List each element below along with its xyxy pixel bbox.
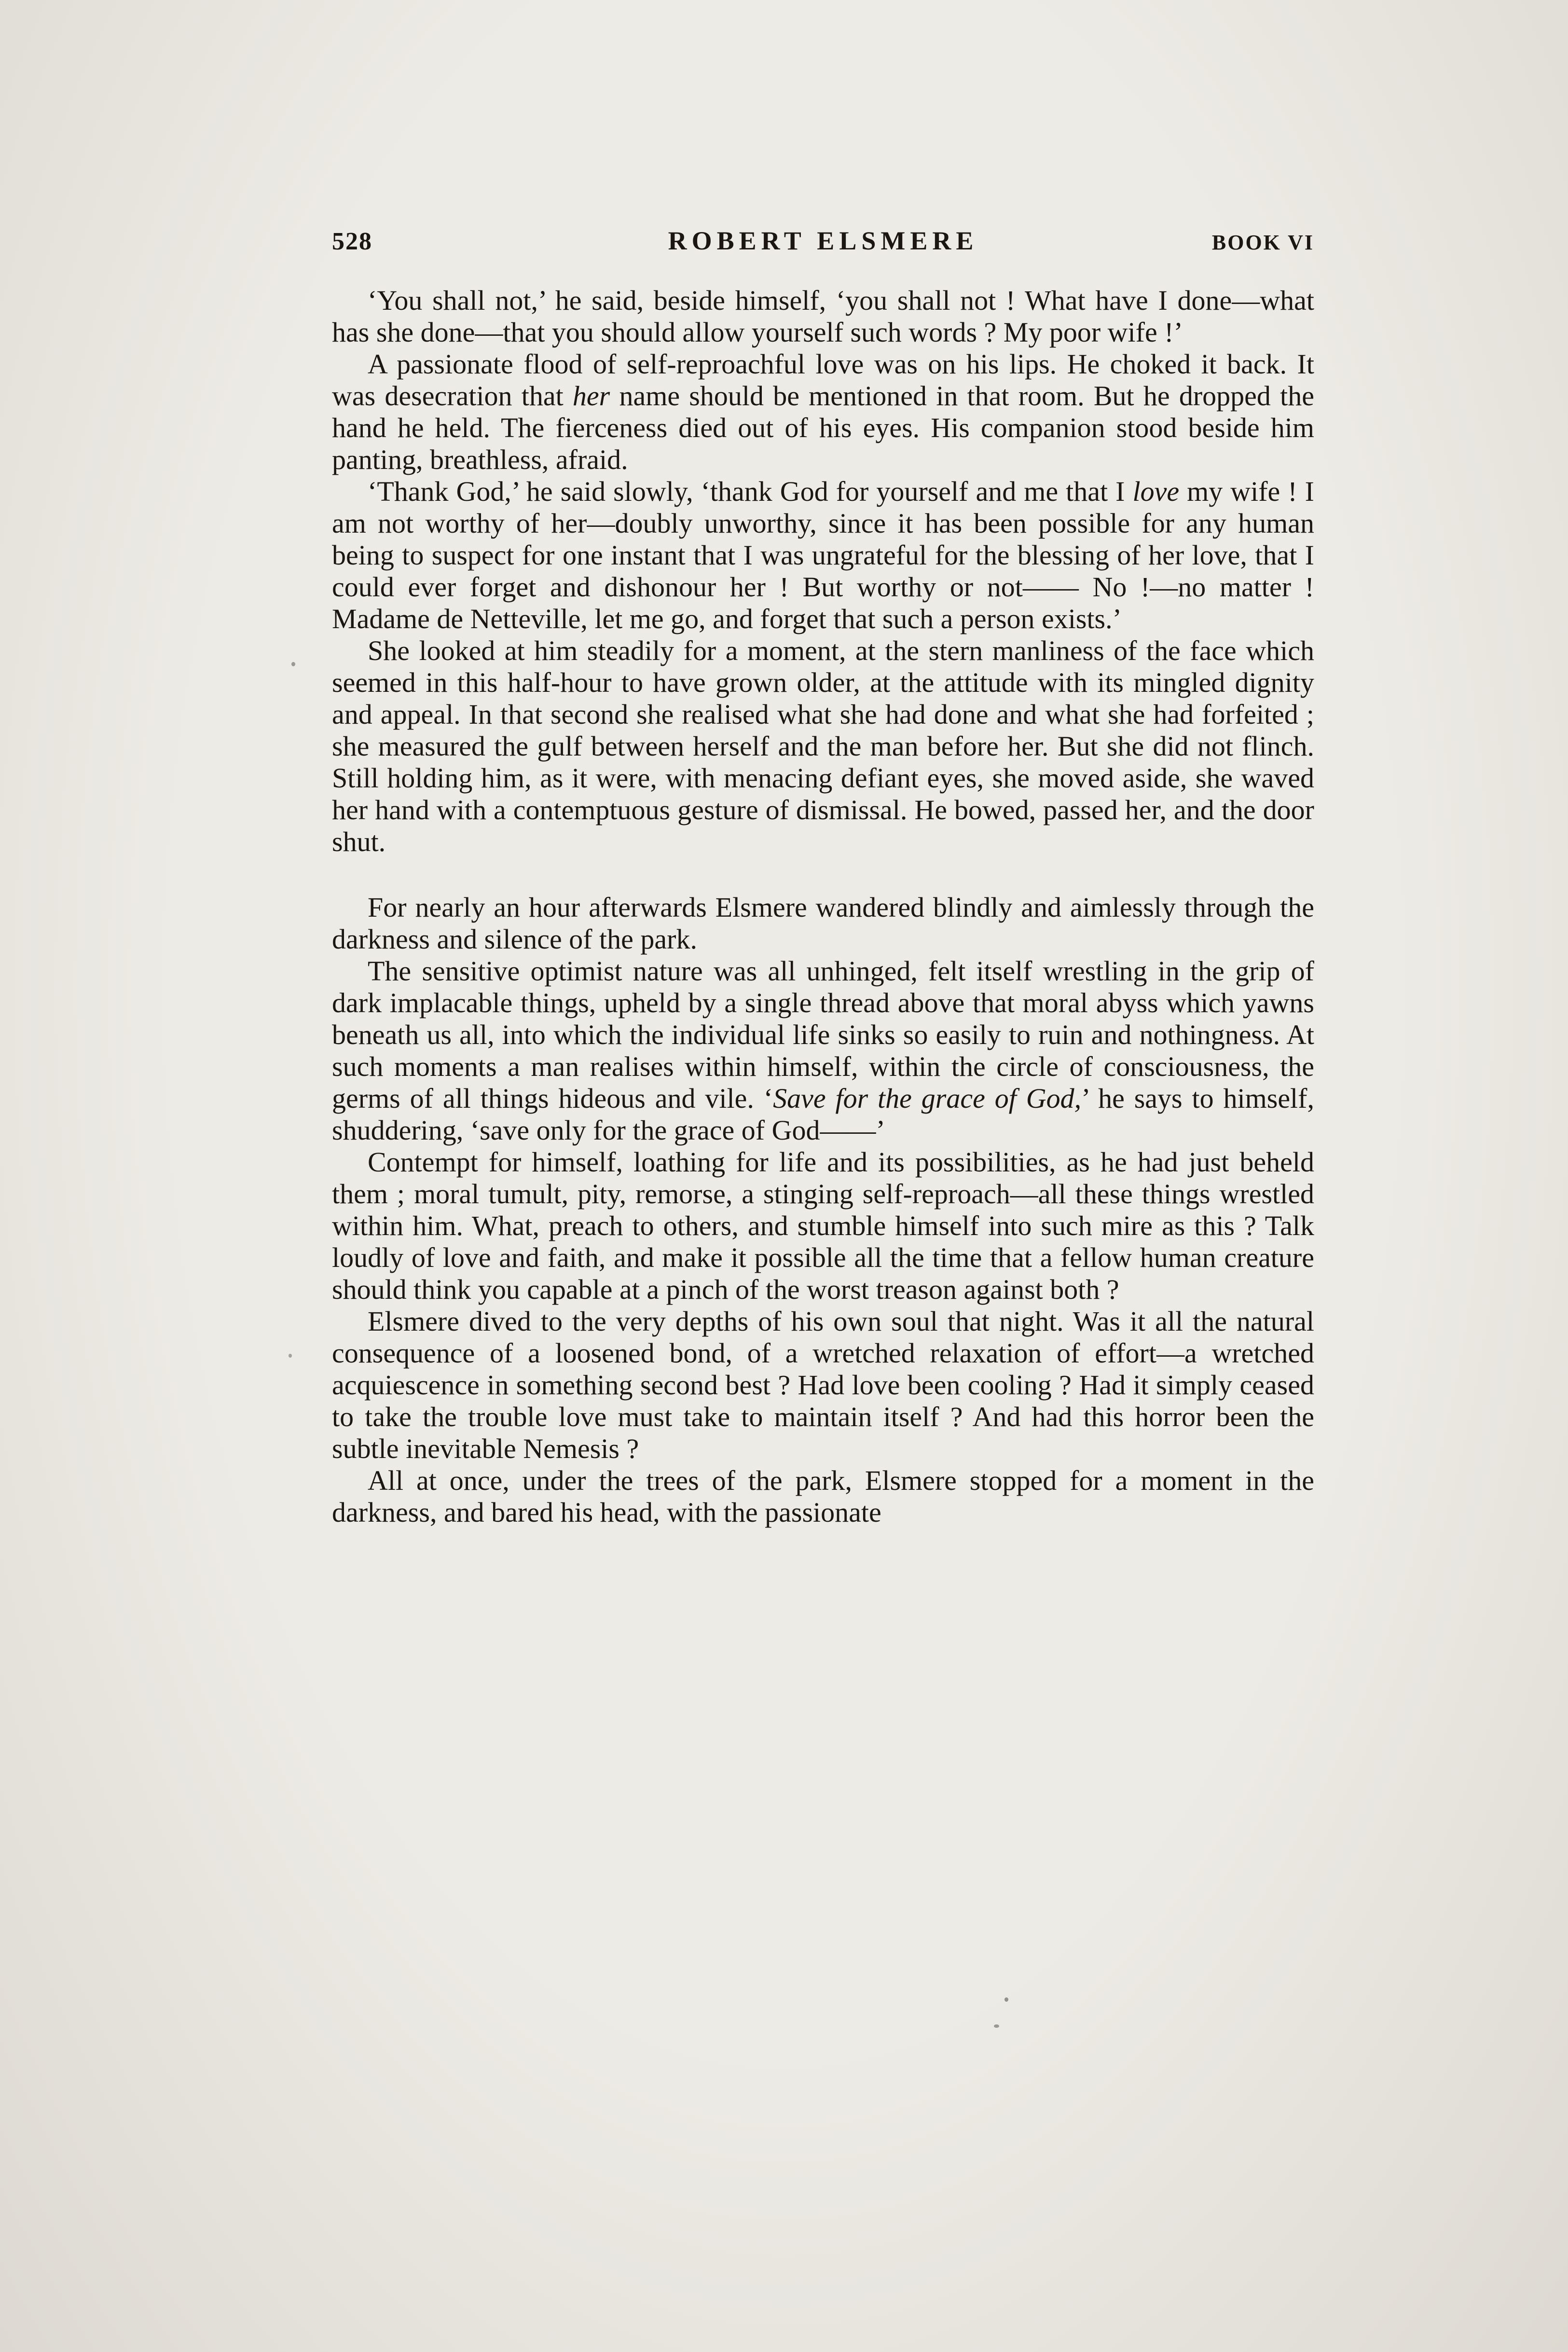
paragraph (332, 285, 1314, 348)
text-run: Contempt for himself, loathing for life and its possibilities, as he had just beheld them ; moral tumult, pity, remorse, a stinging self-reproach—all these things wrestled within him. What, preach to others, and stumble himself into such mire as this ? Talk loudly of love and faith, and make it possible all the time that a fellow human creature should think you capable at a pinch of the worst treason against both ? (332, 1146, 1314, 1305)
text-run: ‘You shall not,’ he said, beside himself, ‘you shall not ! What have I done—what has she done—that you should allow yourself such words ? My poor wife !’ (332, 285, 1314, 348)
text-run: She looked at him steadily for a moment, at the stern manliness of the face which seemed in this half-hour to have grown older, at the attitude with its mingled dignity and appeal. In that second she realised what she had done and what she had forfeited ; she measured the gulf between herself and the man before her. But she did not flinch. Still holding him, as it were, with menacing defiant eyes, she moved aside, she waved her hand with a contemptuous gesture of dismissal. He bowed, passed her, and the door shut. (332, 635, 1314, 857)
paragraph (332, 1146, 1314, 1306)
text-run: ’ he says to himself, shuddering, ‘save only for the grace of God——’ (332, 1083, 1314, 1146)
paragraph (332, 892, 1314, 955)
scan-speck (289, 1354, 292, 1358)
text-run: For nearly an hour afterwards Elsmere wandered blindly and aimlessly through the darkness and silence of the park. (332, 892, 1314, 955)
text-run: Elsmere dived to the very depths of his own soul that night. Was it all the natural consequence of a loosened bond, of a wretched relaxation of effort—a wretched acquiescence in something second best ? Had love been cooling ? Had it simply ceased to take the trouble love must take to maintain itself ? And had this horror been the subtle inevitable Nemesis ? (332, 1306, 1314, 1464)
scan-speck (1004, 1997, 1008, 2002)
text-run: The sensitive optimist nature was all unhinged, felt itself wrestling in the grip of dark implacable things, upheld by a single thread above that moral abyss which yawns beneath us all, into which the individual life sinks so easily to ruin and nothingness. At such moments a man realises within himself, within the circle of consciousness, the germs of all things hideous and vile. ‘ (332, 955, 1314, 1114)
scan-speck (994, 2024, 999, 2028)
paragraph (332, 955, 1314, 1146)
text-run: All at once, under the trees of the park, Elsmere stopped for a moment in the darkness, and bared his head, with the passionate (332, 1465, 1314, 1528)
text-run: my wife ! I am not worthy of her—doubly unworthy, since it has been possible for any human being to suspect for one instant that I was ungrateful for the blessing of her love, that I could ever forget and dishonour her ! But worthy or not—— No !—no matter ! Madame de Netteville, let me go, and forget that such a person exists.’ (332, 476, 1314, 634)
paragraph (332, 476, 1314, 635)
page-text (332, 285, 1314, 1528)
running-title: ROBERT ELSMERE (668, 226, 978, 255)
running-header (332, 226, 1314, 256)
scan-speck (291, 662, 295, 666)
text-run: A passionate flood of self-reproachful love was on his lips. He choked it back. It was desecration that (332, 348, 1314, 412)
paragraph (332, 348, 1314, 476)
text-run: name should be mentioned in that room. But he dropped the hand he held. The fierceness died out of his eyes. His companion stood beside him panting, breathless, afraid. (332, 380, 1314, 475)
text-run: her (572, 380, 610, 412)
text-run: Save for the grace of God, (773, 1083, 1082, 1114)
paragraph (332, 1465, 1314, 1528)
paragraph (332, 635, 1314, 858)
page-content (332, 226, 1314, 1528)
text-run: ‘Thank God,’ he said slowly, ‘thank God for yourself and me that I (368, 476, 1133, 507)
paragraph (332, 1306, 1314, 1465)
text-run: love (1132, 476, 1180, 507)
book-label: BOOK VI (1211, 231, 1314, 254)
page-number: 528 (332, 228, 372, 255)
